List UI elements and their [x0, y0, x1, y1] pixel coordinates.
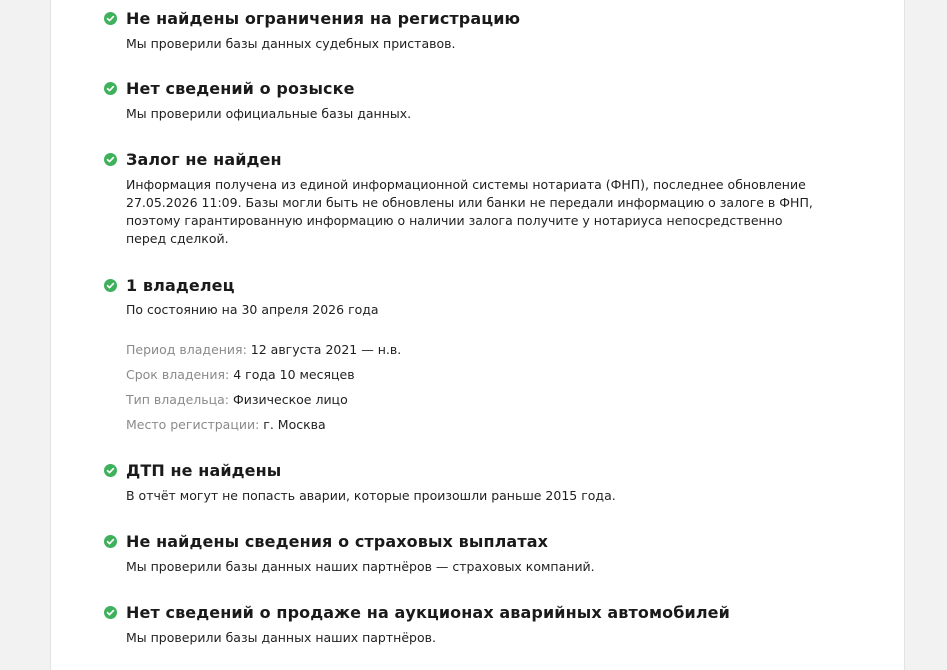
check-circle-icon [104, 279, 117, 292]
report-card [50, 0, 905, 670]
owner-details [126, 341, 401, 441]
section-title: Нет сведений о продаже на аукционах аварийных автомобилей [126, 603, 730, 622]
owner-detail-row [126, 391, 401, 409]
section-description: По состоянию на 30 апреля 2026 года [126, 302, 379, 317]
detail-value: г. Москва [263, 417, 326, 432]
check-circle-icon [104, 82, 117, 95]
detail-value: 4 года 10 месяцев [233, 367, 355, 382]
detail-label: Тип владельца: [126, 392, 229, 407]
detail-label: Период владения: [126, 342, 247, 357]
section-description: Мы проверили официальные базы данных. [126, 106, 412, 121]
owner-detail-row [126, 341, 401, 359]
check-circle-icon [104, 535, 117, 548]
check-circle-icon [104, 606, 117, 619]
section-description: Мы проверили базы данных наших партнёров — страховых компаний. [126, 559, 595, 574]
section-description: Мы проверили базы данных наших партнёров. [126, 630, 436, 645]
section-description: Мы проверили базы данных судебных приставов. [126, 36, 456, 51]
check-circle-icon [104, 12, 117, 25]
owner-detail-row [126, 416, 401, 434]
owner-detail-row [126, 366, 401, 384]
section-title: Залог не найден [126, 150, 282, 169]
section-description: В отчёт могут не попасть аварии, которые произошли раньше 2015 года. [126, 488, 616, 503]
detail-value: Физическое лицо [232, 392, 348, 407]
check-circle-icon [104, 464, 117, 477]
detail-label: Срок владения: [126, 367, 230, 382]
section-description: Информация получена из единой информационной системы нотариата (ФНП), последнее обновление 27.05.2026 11:09. Базы могли быть не обновлены или банки не передали информацию о залоге в ФНП, поэтому гарантированную информацию о наличии залога получите у нотариуса непосредственно перед сделкой. [126, 177, 813, 246]
section-title: ДТП не найдены [126, 461, 282, 480]
section-title: 1 владелец [126, 276, 235, 295]
section-title: Нет сведений о розыске [126, 79, 355, 98]
detail-value: 12 августа 2021 — н.в. [250, 342, 402, 357]
section-title: Не найдены сведения о страховых выплатах [126, 532, 549, 551]
check-circle-icon [104, 153, 117, 166]
detail-label: Место регистрации: [126, 417, 260, 432]
section-title: Не найдены ограничения на регистрацию [126, 9, 521, 28]
